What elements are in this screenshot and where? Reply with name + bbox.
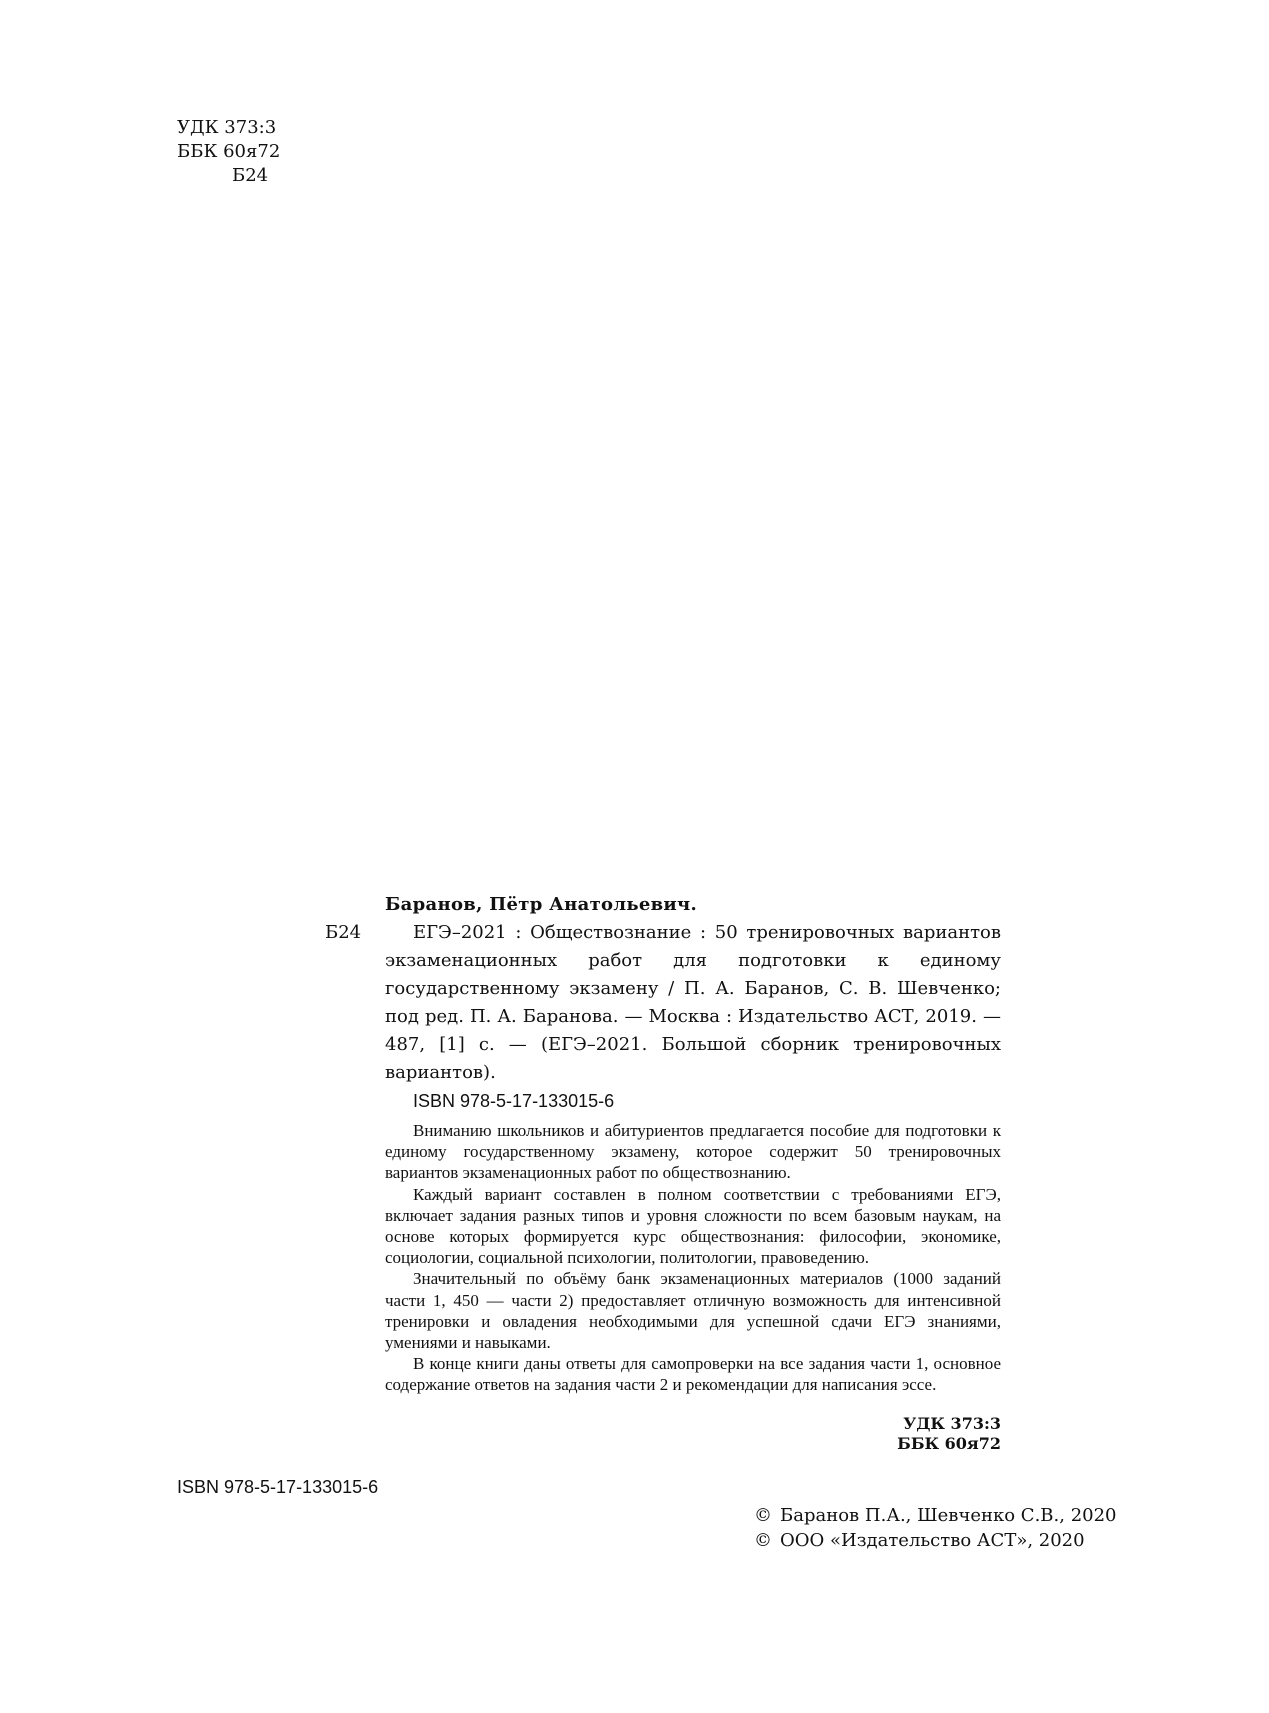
copyright-icon: © [754,1505,772,1526]
card-udk-code: УДК 373:3 [903,1414,1001,1433]
classification-codes-top [177,116,280,188]
bibliographic-description [385,919,1001,1087]
abstract-paragraph: В конце книги даны ответы для самопроверки на все задания части 1, основное содержание ответов на задания части 2 и рекомендации для написания эссе. [385,1354,1001,1395]
abstract [385,1120,1001,1396]
card-bbk-code: ББК 60я72 [897,1434,1001,1453]
isbn-bottom: ISBN 978-5-17-133015-6 [177,1477,379,1497]
bibliographic-text: ЕГЭ–2021 : Обществознание : 50 тренировочных вариантов экзаменационных работ для подготовки к единому государственному экзамену / П. А. Баранов, С. В. Шевченко; под ред. П. А. Баранова. — Москва : Издательство АСТ, 2019. — 487, [1] с. — (ЕГЭ–2021. Большой сборник тренировочных вариантов). [385,922,1001,1083]
abstract-paragraph: Значительный по объёму банк экзаменационных материалов (1000 заданий части 1, 450 — части 2) предоставляет отличную возможность для интенсивной тренировки и овладения необходимыми для успешной сдачи ЕГЭ знаниями, умениями и навыками. [385,1269,1001,1353]
copyright-text: Баранов П.А., Шевченко С.В., 2020 [780,1505,1117,1526]
author-mark: Б24 [232,165,269,186]
author-heading: Баранов, Пётр Анатольевич. [385,894,698,915]
classification-codes-card [897,1414,1001,1454]
copyright-block [754,1503,1117,1553]
copyright-icon: © [754,1530,772,1551]
bbk-code: ББК 60я72 [177,141,281,162]
udk-code: УДК 373:3 [177,117,277,138]
copyright-line [754,1503,1117,1528]
abstract-paragraph: Вниманию школьников и абитуриентов предлагается пособие для подготовки к единому государственному экзамену, которое содержит 50 тренировочных вариантов экзаменационных работ по обществознанию. [385,1121,1001,1183]
abstract-paragraph: Каждый вариант составлен в полном соответствии с требованиями ЕГЭ, включает задания разных типов и уровня сложности по всем базовым наукам, на основе которых формируется курс обществознания: философии, экономике, социологии, социальной психологии, политологии, правоведению. [385,1184,1001,1268]
copyright-text: ООО «Издательство АСТ», 2020 [780,1530,1085,1551]
card-author-mark: Б24 [325,922,362,943]
card-isbn: ISBN 978-5-17-133015-6 [413,1091,615,1111]
copyright-line [754,1528,1117,1553]
